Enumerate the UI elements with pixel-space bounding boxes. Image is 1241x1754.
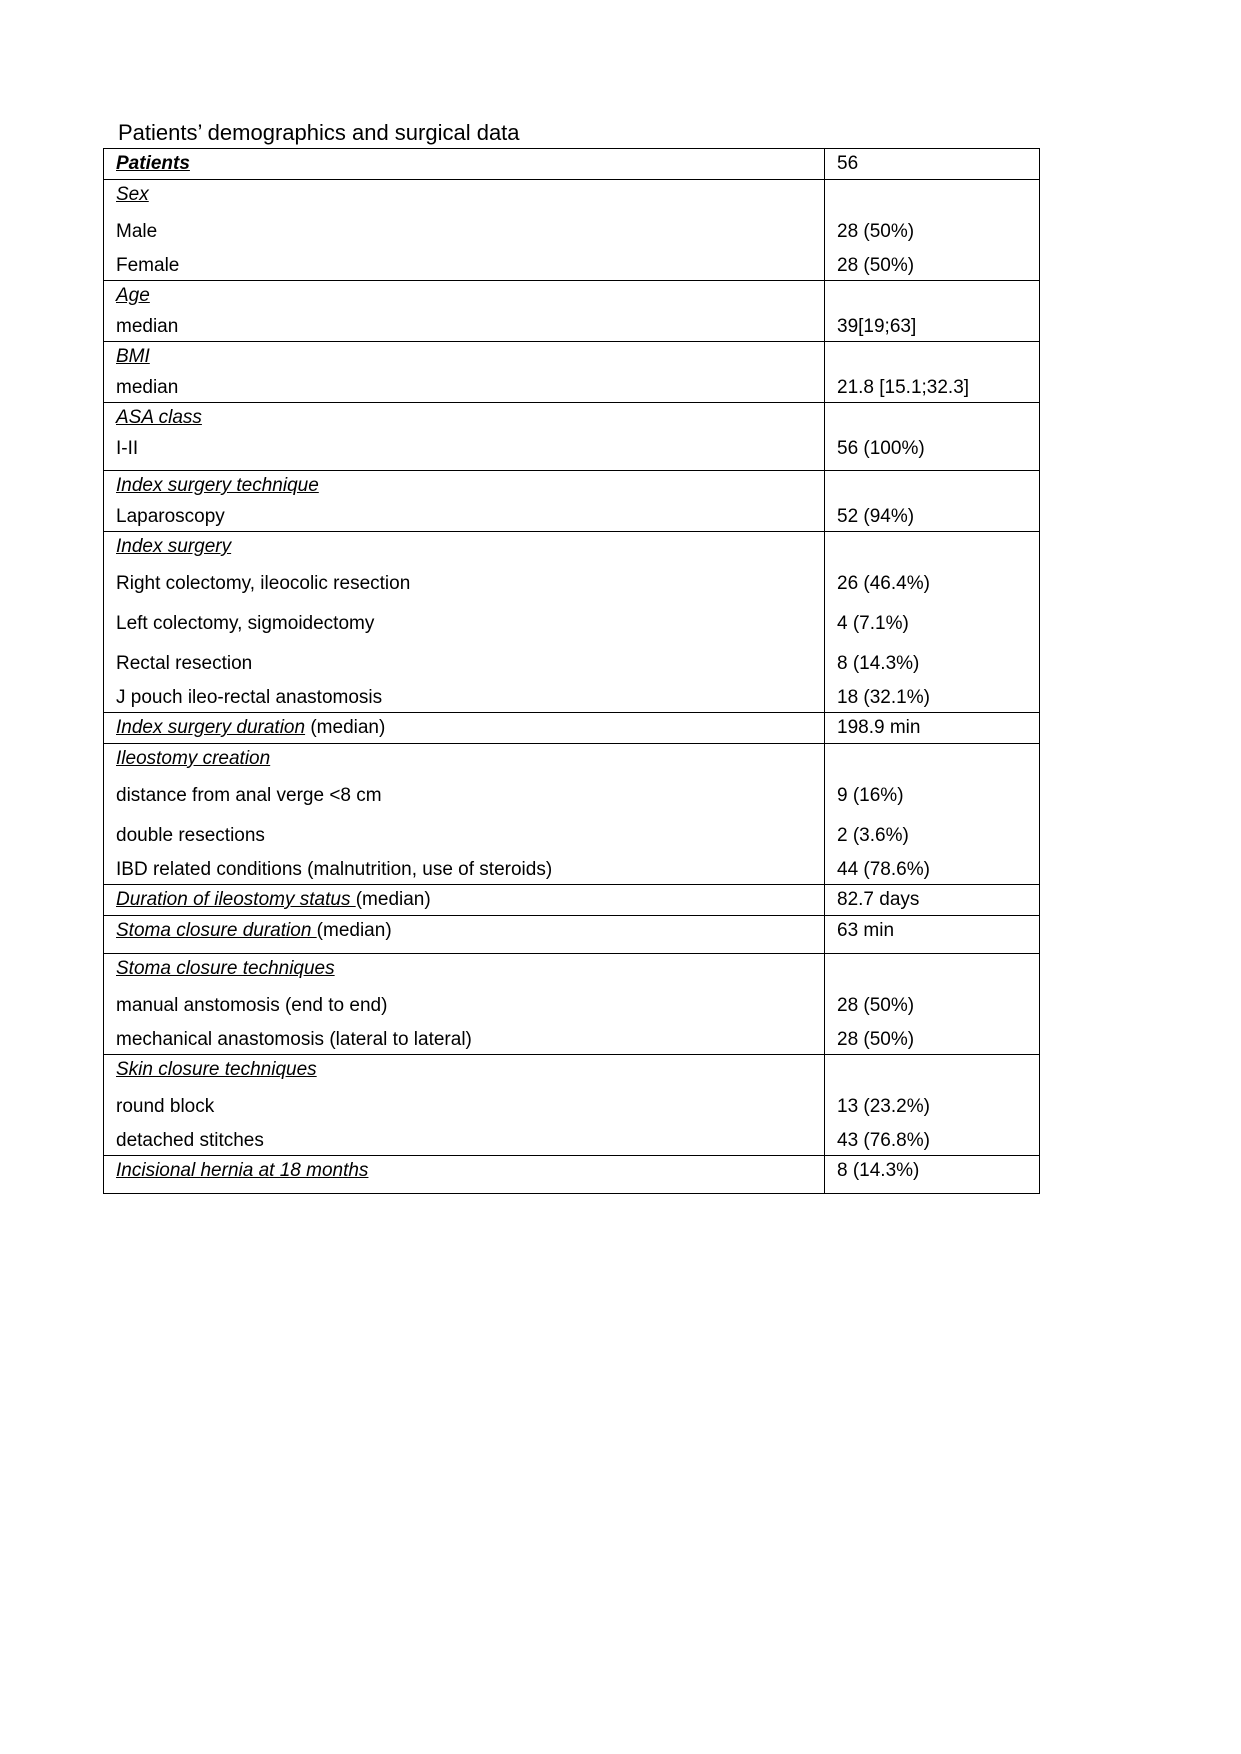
item-label: Left colectomy, sigmoidectomy [116, 613, 375, 634]
row-header-value [837, 744, 1027, 776]
row-header: Stoma closure techniques [116, 958, 335, 979]
row-header-line [116, 403, 812, 435]
row-label-cell [104, 885, 825, 916]
row-value-cell [825, 885, 1040, 916]
table-row [104, 713, 1040, 744]
row-header-value [837, 180, 1027, 212]
row-header-value: 56 [837, 153, 859, 174]
row-header-line [116, 916, 812, 946]
row-label-cell [104, 954, 825, 1055]
row-value-cell [825, 744, 1040, 885]
item-value: 56 (100%) [837, 438, 925, 459]
row-value-cell [825, 342, 1040, 403]
row-header: Patients [116, 153, 190, 174]
row-header-line [116, 954, 812, 986]
item-value: 18 (32.1%) [837, 687, 930, 708]
table-row [104, 916, 1040, 954]
row-header-value: 63 min [837, 920, 895, 941]
row-header-suffix: (median) [316, 920, 392, 941]
row-header: BMI [116, 346, 150, 367]
item-value: 13 (23.2%) [837, 1096, 930, 1117]
item-value: 28 (50%) [837, 1029, 915, 1050]
row-header-suffix: (median) [305, 717, 386, 738]
table-row [104, 532, 1040, 713]
row-value-cell [825, 1055, 1040, 1156]
table-row [104, 885, 1040, 916]
row-header-line [116, 744, 812, 776]
item-value: 26 (46.4%) [837, 573, 930, 594]
row-label-cell [104, 532, 825, 713]
row-header-value: 82.7 days [837, 889, 920, 910]
row-value-cell [825, 713, 1040, 744]
row-header-value [837, 532, 1027, 564]
item-label: IBD related conditions (malnutrition, use of steroids) [116, 859, 553, 880]
item-value: 2 (3.6%) [837, 825, 909, 846]
row-value-cell [825, 532, 1040, 713]
row-header: Index surgery technique [116, 475, 319, 496]
item-label: Female [116, 255, 180, 276]
row-header: Ileostomy creation [116, 748, 271, 769]
row-header-line [116, 1055, 812, 1087]
table-row [104, 281, 1040, 342]
table-row [104, 1156, 1040, 1194]
row-header: Index surgery duration [116, 717, 306, 738]
row-header-line [116, 532, 812, 564]
row-label-cell [104, 916, 825, 954]
item-label: Male [116, 221, 158, 242]
item-label: I-II [116, 438, 139, 459]
table-row [104, 403, 1040, 471]
item-value: 39[19;63] [837, 316, 917, 337]
row-label-cell [104, 744, 825, 885]
row-header-line [116, 342, 812, 374]
item-value: 43 (76.8%) [837, 1130, 930, 1151]
row-header-line [116, 180, 812, 212]
item-value: 9 (16%) [837, 785, 904, 806]
row-header-line [116, 713, 812, 743]
row-header-value [837, 403, 1027, 435]
item-value: 21.8 [15.1;32.3] [837, 377, 970, 398]
item-value: 4 (7.1%) [837, 613, 909, 634]
row-header: Stoma closure duration [116, 920, 317, 941]
table-row [104, 954, 1040, 1055]
row-label-cell [104, 713, 825, 744]
row-header: Skin closure techniques [116, 1059, 317, 1080]
row-value-cell [825, 149, 1040, 180]
row-value-cell [825, 1156, 1040, 1194]
item-label: double resections [116, 825, 265, 846]
item-label: mechanical anastomosis (lateral to lateral) [116, 1029, 472, 1050]
table-row [104, 149, 1040, 180]
row-header: Duration of ileostomy status [116, 889, 356, 910]
row-header-value [837, 954, 1027, 986]
row-label-cell [104, 403, 825, 471]
item-value: 28 (50%) [837, 221, 915, 242]
document-title: Patients’ demographics and surgical data [118, 120, 520, 145]
item-label: median [116, 316, 179, 337]
row-header-value: 8 (14.3%) [837, 1160, 920, 1181]
table-row [104, 471, 1040, 532]
row-value-cell [825, 916, 1040, 954]
row-header-value [837, 1055, 1027, 1087]
row-header-value [837, 281, 1027, 313]
item-label: Right colectomy, ileocolic resection [116, 573, 411, 594]
row-label-cell [104, 149, 825, 180]
row-label-cell [104, 281, 825, 342]
table-row [104, 180, 1040, 281]
row-header-line [116, 885, 812, 915]
row-header: Index surgery [116, 536, 232, 557]
row-header-line [116, 471, 812, 503]
row-header-value: 198.9 min [837, 717, 921, 738]
row-label-cell [104, 1055, 825, 1156]
row-label-cell [104, 1156, 825, 1194]
item-value: 8 (14.3%) [837, 653, 920, 674]
item-label: median [116, 377, 179, 398]
row-label-cell [104, 471, 825, 532]
row-header-suffix: (median) [355, 889, 431, 910]
row-value-cell [825, 403, 1040, 471]
item-label: round block [116, 1096, 215, 1117]
row-header: ASA class [116, 407, 202, 428]
row-header-line [116, 281, 812, 313]
row-header-line [116, 1156, 812, 1186]
item-value: 44 (78.6%) [837, 859, 930, 880]
row-value-cell [825, 471, 1040, 532]
item-label: detached stitches [116, 1130, 264, 1151]
item-value: 28 (50%) [837, 995, 915, 1016]
item-label: manual anstomosis (end to end) [116, 995, 388, 1016]
row-header: Sex [116, 184, 149, 205]
table-body [104, 149, 1040, 1194]
item-value: 28 (50%) [837, 255, 915, 276]
row-label-cell [104, 180, 825, 281]
row-value-cell [825, 180, 1040, 281]
demographics-table [103, 148, 1040, 1194]
table-row [104, 744, 1040, 885]
item-label: Rectal resection [116, 653, 253, 674]
item-value: 52 (94%) [837, 506, 915, 527]
table-row [104, 342, 1040, 403]
item-label: distance from anal verge <8 cm [116, 785, 382, 806]
row-label-cell [104, 342, 825, 403]
item-label: Laparoscopy [116, 506, 225, 527]
row-header-line [116, 149, 812, 179]
row-header: Incisional hernia at 18 months [116, 1160, 369, 1181]
row-value-cell [825, 954, 1040, 1055]
item-label: J pouch ileo-rectal anastomosis [116, 687, 383, 708]
row-value-cell [825, 281, 1040, 342]
row-header-value [837, 471, 1027, 503]
row-header-value [837, 342, 1027, 374]
row-header: Age [116, 285, 150, 306]
table-row [104, 1055, 1040, 1156]
